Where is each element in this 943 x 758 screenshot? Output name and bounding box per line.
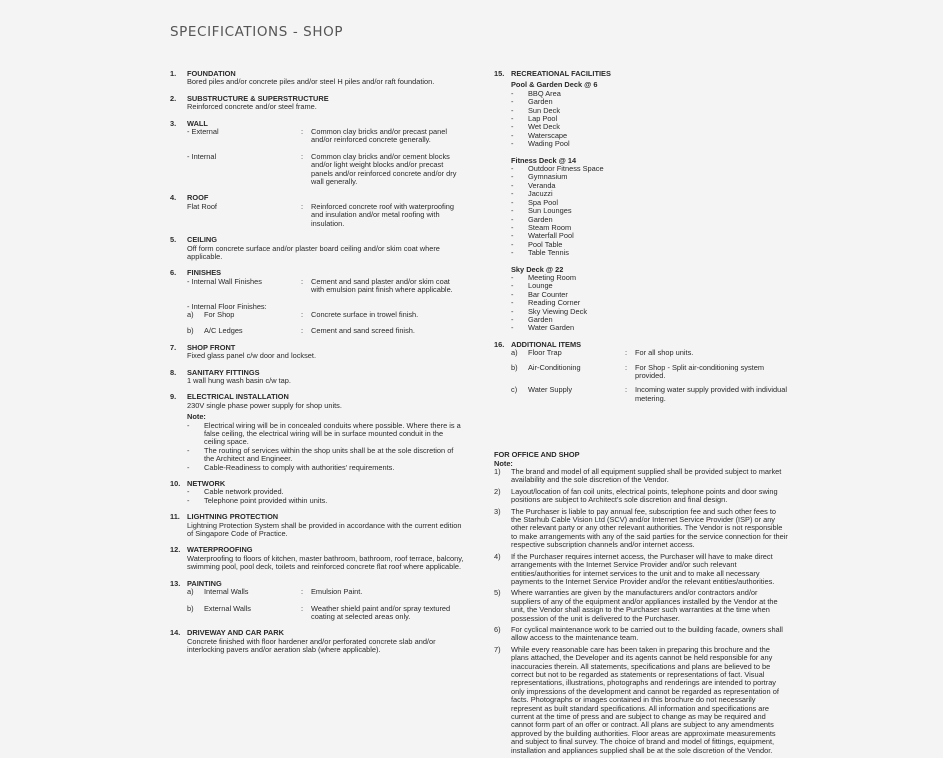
facility-item: - Spa Pool xyxy=(511,197,558,207)
section-heading: CEILING xyxy=(187,235,217,245)
spec-value: Common clay bricks and/or precast panel and/or reinforced concrete generally. xyxy=(311,127,447,145)
section-heading: RECREATIONAL FACILITIES xyxy=(511,69,611,78)
section-heading: ELECTRICAL INSTALLATION xyxy=(187,392,289,402)
section-heading: FINISHES xyxy=(187,268,222,278)
facility-item: - Sky Viewing Deck xyxy=(511,306,588,316)
section-number: 14. xyxy=(170,628,181,638)
deck-heading: Pool & Garden Deck @ 6 xyxy=(511,80,598,90)
section-wall xyxy=(170,120,464,187)
spec-key: - Internal xyxy=(187,151,217,161)
facility-item: - Lap Pool xyxy=(511,114,558,124)
section-heading: ROOF xyxy=(187,193,209,203)
note-item: 7) While every reasonable care has been taken in preparing this brochure and the plans attached, the Developer and its agents cannot be held responsible for any inaccuracies therein. All statements, specifications and plans are believed to be correct but not to be regarded as statements or representations of fact. Visual representations, illustrations, photographs and renderings are intended to portray only impressions of the development and cannot be regarded as representation of facts. Photographs or images contained in this brochure do not necessarily represent as built standard specifications. All information and specifications are current at the time of press and are subject to change as may be required and cannot form part of an offer or contract. All plans are subject to any amendments approved by the building authorities. Floor areas are approximate measurements and subject to final survey. The choice of brand and model of fittings, equipment, installation and appliances supplied shall be at the sole discretion of the Vendor. xyxy=(494,644,779,755)
section-finishes xyxy=(170,269,464,335)
section-substructure xyxy=(170,95,464,112)
section-heading: SUBSTRUCTURE & SUPERSTRUCTURE xyxy=(187,93,329,103)
item-letter: c) xyxy=(511,385,518,395)
section-driveway xyxy=(170,629,464,654)
spec-row: c) Water Supply : Incoming water supply provided with individual metering. xyxy=(511,385,787,403)
spec-value: Common clay bricks and/or cement blocks and/or light weight blocks and/or precast panels and/or reinforced concrete and/or dry wall generally. xyxy=(311,151,457,187)
facility-item: - Garden xyxy=(511,97,553,107)
note-item: 1) The brand and model of all equipment supplied shall be provided subject to market availability and the sole discretion of the Vendor. xyxy=(494,467,782,485)
page-title: SPECIFICATIONS - SHOP xyxy=(170,24,344,40)
section-text: Off form concrete surface and/or plaster board ceiling and/or skim coat where applicable. xyxy=(187,243,440,261)
section-heading: ADDITIONAL ITEMS xyxy=(511,339,582,349)
section-number: 10. xyxy=(170,479,181,489)
facility-item: - BBQ Area xyxy=(511,88,561,98)
spec-row: - Internal Wall Finishes : Cement and sand plaster and/or skim coat with emulsion paint finish where applicable. xyxy=(187,278,464,295)
facility-item: - Garden xyxy=(511,214,553,224)
section-number: 11. xyxy=(170,512,180,522)
facility-item: - Lounge xyxy=(511,281,553,291)
section-text: Reinforced concrete and/or steel frame. xyxy=(187,102,317,112)
spec-row: a) For Shop : Concrete surface in trowel finish. xyxy=(187,311,464,319)
note-item: 4) If the Purchaser requires internet access, the Purchaser will have to make direct arrangements with the Internet Service Provider and/or such relevant entities/authorities for internet services to the unit and to make all necessary payments to the Internet Service Provider and/or the relevant entities/authorities. xyxy=(494,551,775,586)
spec-value: Concrete surface in trowel finish. xyxy=(311,309,419,319)
right-column xyxy=(494,70,788,758)
section-ceiling xyxy=(170,236,464,261)
item-letter: a) xyxy=(187,309,194,319)
spec-key: Water Supply xyxy=(528,385,573,395)
spec-row: b) A/C Ledges : Cement and sand screed finish. xyxy=(187,327,464,335)
item-letter: b) xyxy=(187,603,194,613)
spec-value: Cement and sand screed finish. xyxy=(311,326,415,336)
item-letter: a) xyxy=(511,348,518,358)
spec-key: For Shop xyxy=(204,309,235,319)
section-text: Waterproofing to floors of kitchen, master bathroom, bathroom, roof terrace, balcony, swimming pool, pool deck, toilets and reinforced concrete flat roof where applicable. xyxy=(187,553,464,572)
list-item: - Telephone point provided within units. xyxy=(187,495,328,505)
section-heading: DRIVEWAY AND CAR PARK xyxy=(187,628,284,638)
spec-value: For Shop - Split air-conditioning system provided. xyxy=(635,362,764,380)
facility-item: - Garden xyxy=(511,314,553,324)
spec-key: A/C Ledges xyxy=(204,326,243,336)
section-shop-front xyxy=(170,344,464,361)
item-letter: b) xyxy=(511,362,518,372)
section-number: 4. xyxy=(170,193,177,203)
section-heading: SHOP FRONT xyxy=(187,342,236,352)
section-number: 8. xyxy=(170,367,177,377)
note-item: 3) The Purchaser is liable to pay annual fee, subscription fee and such other fees to the Starhub Cable Vision Ltd (SCV) and/or Internet Service Provider (ISP) or any other relevant party or any other relevant authorities. The Vendor is not responsible to make arrangements with any of the said parties for the service connection for their respective subscription channels and/or internet access. xyxy=(494,506,788,550)
section-lightning xyxy=(170,513,464,538)
spec-value: Reinforced concrete roof with waterproofing and insulation and/or metal roofing with insulation. xyxy=(311,201,454,228)
section-heading: SANITARY FITTINGS xyxy=(187,367,260,377)
section-number: 16. xyxy=(494,339,505,349)
spec-key: External Walls xyxy=(204,603,251,613)
sub-heading: - Internal Floor Finishes: xyxy=(187,301,267,311)
note-item: - The routing of services within the shop units shall be at the sole discretion of the Architect and Engineer. xyxy=(187,445,454,464)
section-text: Bored piles and/or concrete piles and/or steel H piles and/or raft foundation. xyxy=(187,77,435,87)
spec-row: b) Air-Conditioning : For Shop - Split air-conditioning system provided. xyxy=(511,364,788,381)
section-number: 2. xyxy=(170,93,177,103)
facility-item: - Reading Corner xyxy=(511,298,581,308)
deck-heading: Sky Deck @ 22 xyxy=(511,264,564,274)
section-number: 9. xyxy=(170,392,177,402)
section-text: 1 wall hung wash basin c/w tap. xyxy=(187,375,291,385)
section-number: 5. xyxy=(170,235,177,245)
section-number: 3. xyxy=(170,118,177,128)
facility-item: - Waterscape xyxy=(511,130,568,140)
facility-item: - Outdoor Fitness Space xyxy=(511,164,604,174)
item-letter: b) xyxy=(187,326,194,336)
section-additional xyxy=(494,341,788,403)
spec-row: - External : Common clay bricks and/or precast panel and/or reinforced concrete generally. xyxy=(187,128,464,145)
facility-item: - Table Tennis xyxy=(511,248,569,258)
facility-item: - Veranda xyxy=(511,180,556,190)
spec-key: Air-Conditioning xyxy=(528,362,581,372)
section-text: 230V single phase power supply for shop units. xyxy=(187,400,342,410)
facility-item: - Wading Pool xyxy=(511,139,570,149)
note-title: Note: xyxy=(187,412,206,422)
section-number: 1. xyxy=(170,69,177,78)
spec-key: Floor Trap xyxy=(528,348,562,358)
spec-value: For all shop units. xyxy=(635,348,694,358)
list-item: - Cable network provided. xyxy=(187,487,284,497)
facility-item: - Wet Deck xyxy=(511,122,560,132)
item-letter: a) xyxy=(187,587,194,597)
section-heading: FOUNDATION xyxy=(187,69,236,78)
section-text: Concrete finished with floor hardener and/or perforated concrete slab and/or interlocking pavers and/or aeration slab (where applicable). xyxy=(187,636,436,655)
facility-item: - Jacuzzi xyxy=(511,189,553,199)
section-roof xyxy=(170,194,464,228)
section-painting xyxy=(170,580,464,622)
facility-item: - Meeting Room xyxy=(511,272,577,282)
spec-row: Flat Roof : Reinforced concrete roof with waterproofing and insulation and/or metal roofing with insulation. xyxy=(187,203,464,228)
facility-item: - Water Garden xyxy=(511,323,575,333)
office-shop-notes xyxy=(494,451,788,755)
note-item: - Cable-Readiness to comply with authorities' requirements. xyxy=(187,462,395,472)
spec-value: Weather shield paint and/or spray textured coating at selected areas only. xyxy=(311,603,451,621)
facility-item: - Bar Counter xyxy=(511,289,568,299)
spec-value: Emulsion Paint. xyxy=(311,587,363,597)
note-item: - Electrical wiring will be in concealed conduits where possible. Where there is a false ceiling, the electrical wiring will be in surface mounted conduit in the ceiling space. xyxy=(187,420,461,447)
spec-key: Flat Roof xyxy=(187,201,217,211)
section-number: 13. xyxy=(170,578,181,588)
section-foundation xyxy=(170,70,464,87)
section-number: 15. xyxy=(494,69,505,78)
notes-label: Note: xyxy=(494,458,513,468)
section-waterproofing xyxy=(170,546,464,571)
deck-heading: Fitness Deck @ 14 xyxy=(511,155,577,165)
spec-row: a) Internal Walls : Emulsion Paint. xyxy=(187,588,464,596)
facility-item: - Pool Table xyxy=(511,239,563,249)
note-item: 6) For cyclical maintenance work to be carried out to the building facade, owners shall allow access to the maintenance team. xyxy=(494,624,783,643)
section-heading: PAINTING xyxy=(187,578,222,588)
section-heading: LIGHTNING PROTECTION xyxy=(187,512,279,522)
spec-key: Internal Walls xyxy=(204,587,249,597)
section-text: Lightning Protection System shall be provided in accordance with the current edition of Singapore Code of Practice. xyxy=(187,520,462,539)
section-electrical xyxy=(170,393,464,472)
section-heading: WALL xyxy=(187,118,208,128)
spec-key: - Internal Wall Finishes xyxy=(187,276,262,286)
spec-value: Incoming water supply provided with individual metering. xyxy=(635,385,787,403)
note-item: 2) Layout/location of fan coil units, electrical points, telephone points and door swing positions are subject to Architect's sole discretion and final design. xyxy=(494,486,778,505)
note-item: 5) Where warranties are given by the manufacturers and/or contractors and/or suppliers of any of the equipment and/or appliances installed by the Vendor at the unit, the Vendor shall assign to the Purchaser such warranties at the time when possession of the unit is delivered to the Purchaser. xyxy=(494,588,778,623)
facility-item: - Sun Deck xyxy=(511,105,561,115)
section-sanitary xyxy=(170,369,464,386)
section-number: 12. xyxy=(170,545,181,555)
facility-item: - Waterfall Pool xyxy=(511,231,574,241)
spec-value: Cement and sand plaster and/or skim coat with emulsion paint finish where applicable. xyxy=(311,276,453,295)
section-recreational xyxy=(494,70,788,333)
spec-row: - Internal : Common clay bricks and/or cement blocks and/or light weight blocks and/or precast panels and/or reinforced concrete and/or dry wall generally. xyxy=(187,153,464,187)
section-heading: NETWORK xyxy=(187,479,226,489)
facility-item: - Gymnasium xyxy=(511,172,568,182)
spec-row: a) Floor Trap : For all shop units. xyxy=(511,349,788,357)
section-network xyxy=(170,480,464,505)
section-number: 7. xyxy=(170,342,177,352)
section-text: Fixed glass panel c/w door and lockset. xyxy=(187,351,316,361)
section-number: 6. xyxy=(170,268,177,278)
facility-item: - Sun Lounges xyxy=(511,206,572,216)
notes-heading: FOR OFFICE AND SHOP xyxy=(494,450,580,460)
section-heading: WATERPROOFING xyxy=(187,545,253,555)
facility-item: - Steam Room xyxy=(511,222,572,232)
spec-key: - External xyxy=(187,127,219,137)
left-column xyxy=(170,70,464,663)
spec-row: b) External Walls : Weather shield paint and/or spray textured coating at selected areas only. xyxy=(187,605,464,622)
